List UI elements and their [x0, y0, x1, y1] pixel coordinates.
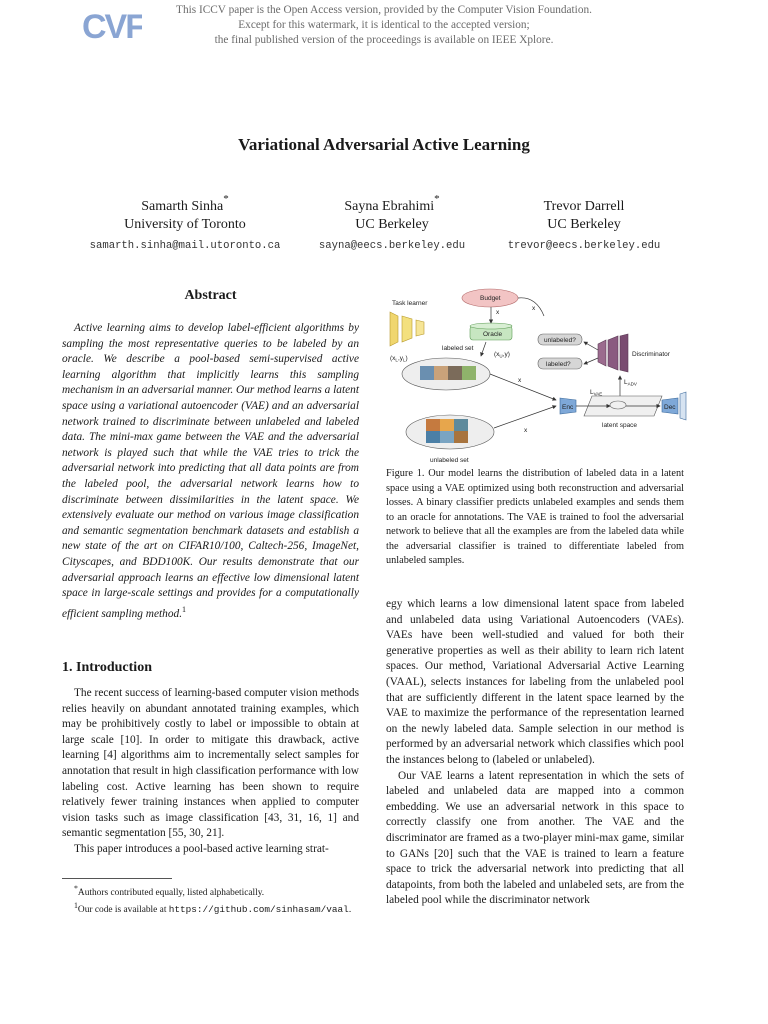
l-adv-label: $L_{ADV}$ [624, 379, 637, 387]
xu-top-label: x [532, 305, 536, 312]
task-learner-label: Task learner [392, 300, 428, 307]
footnote-2-end: . [348, 904, 352, 915]
figure-1 [386, 286, 702, 464]
logo-text: CVF [82, 8, 142, 46]
labeled-set-label: labeled set [442, 345, 474, 352]
cvf-logo [82, 6, 142, 46]
author-email[interactable]: trevor@eecs.berkeley.edu [507, 240, 661, 252]
intro-paragraph-1: The recent success of learning-based computer vision methods relies heavily on abundant annotated training examples, which may be prohibitively costly to label or impossible to obtain at large scale [10]. In order to mitigate this drawback, active learning [4] algorithms aim to incrementally select samples for annotation that result in high classification performance with low labeling cost. Active learning has been shown to require relatively fewer training instances when applied to computer vision tasks such as image classification [43, 31, 16, 1] and semantic segmentation [55, 30, 21]. [62, 687, 359, 840]
unlabeled-image-2 [440, 419, 454, 431]
right-paragraph-1: egy which learns a low dimensional latent space from labeled and unlabeled data using Variational Autoencoders (VAEs). VAEs have been well-studied and valued for both their generative properties as well as their ability to learn rich latent spaces. Our method, Variational Adversarial Active Learning (VAAL), selects instances for labeling from the unlabeled pool that are sufficiently different in the latent space learned by the VAE to maximize the performance of the representation learned on the newly labeled data. Sample selection in our method is performed by an adversarial network which classifies which pool the instances belong to (labeled or unlabeled). [386, 598, 684, 766]
discriminator-block-3 [620, 334, 628, 372]
dec-label: Dec [664, 404, 676, 411]
code-link[interactable]: https://github.com/sinhasam/vaal [168, 903, 349, 915]
figure-1-diagram [386, 286, 702, 464]
author-affiliation: UC Berkeley [355, 217, 429, 232]
task-learner-block-2 [402, 316, 412, 342]
author-email[interactable]: samarth.sinha@mail.utoronto.ca [89, 240, 281, 252]
right-paragraph-2: Our VAE learns a latent representation in which the sets of labeled and unlabeled data are mapped into a common embedding. We use an adversarial network in this space to correctly classify one from another. The VAE and the discriminator are framed as a two-player mini-max game, similar to GANs [20] such that the VAE is trained to learn a feature space to trick the adversarial network into predicting that all datapoints, from both the labeled and unlabeled sets, are from the labeled pool while the discriminator network [386, 769, 684, 907]
watermark-line-3: the final published version of the proceedings is available on IEEE Xplore. [214, 34, 554, 46]
watermark-line-1: This ICCV paper is the Open Access version, provided by the Computer Vision Foundation. [176, 4, 592, 16]
abstract-heading: Abstract [184, 288, 237, 303]
footnote-2: Our code is available at [77, 904, 167, 915]
footnote-2-mark: 1 [74, 900, 78, 910]
oracle-label: Oracle [483, 331, 503, 338]
discriminator-label: Discriminator [632, 351, 670, 358]
author-name: Sayna Ebrahimi [344, 199, 435, 214]
author-affiliation: UC Berkeley [547, 217, 621, 232]
unlabeled-query-label: unlabeled? [544, 337, 576, 344]
unlabeled-set-label: unlabeled set [430, 457, 469, 464]
watermark-line-2: Except for this watermark, it is identical to the accepted version; [238, 19, 530, 31]
author-name: Samarth Sinha [141, 199, 224, 214]
unlabeled-image-5 [440, 431, 454, 443]
intro-paragraph-2: This paper introduces a pool-based active learning strat- [74, 842, 329, 855]
discriminator-block-1 [598, 340, 606, 366]
l-vae-label: $L_{VAE}$ [590, 389, 603, 397]
footnote-rule [62, 878, 172, 879]
footnote-1: Authors contributed equally, listed alphabetically. [77, 888, 265, 899]
figure-1-caption: Figure 1. Our model learns the distribution of labeled data in a latent space using a VAE optimized using both reconstruction and adversarial losses. A binary classifier predicts unlabeled examples and sends them to an oracle for annotations. The VAE is trained to fool the adversarial network to believe that all the examples are from the labeled data while the adversarial classifier is trained to differentiate labeled from unlabeled samples. [386, 468, 684, 566]
paper-title: Variational Adversarial Active Learning [238, 135, 530, 154]
unlabeled-image-1 [426, 419, 440, 431]
author-email[interactable]: sayna@eecs.berkeley.edu [318, 240, 466, 252]
right-column-body [386, 597, 684, 909]
unlabeled-image-3 [454, 419, 468, 431]
abstract-text: Active learning aims to develop label-efficient algorithms by sampling the most representative queries to be labeled by an oracle. We describe a pool-based semi-supervised active learning algorithm that implicitly learns this sampling mechanism in an adversarial manner. Our method learns a latent space using a variational autoencoder (VAE) and an adversarial network trained to discriminate between unlabeled and labeled data. The mini-max game between the VAE and the adversarial network is played such that while the VAE tries to trick the adversarial network into predicting that all data points are from the labeled pool, the adversarial network learns how to discriminate between dissimilarities in the latent space. We extensively evaluate our method on various image classification and semantic segmentation benchmark datasets and establish a new state of the art on CIFAR10/100, Caltech-256, ImageNet, Cityscapes, and BDD100K. Our results demonstrate that our adversarial approach learns an effective low dimensional latent space in large-scale settings and provides for a computationally efficient sampling method. [62, 322, 359, 620]
discriminator-block-2 [608, 336, 618, 370]
budget-label: Budget [480, 295, 501, 302]
footnotes [62, 883, 359, 916]
unlabeled-image-6 [454, 431, 468, 443]
task-learner-block-1 [390, 312, 398, 346]
author-mark: * [434, 193, 440, 205]
labeled-query-label: labeled? [546, 361, 571, 368]
enc-label: Enc [562, 404, 574, 411]
author-2 [282, 193, 502, 252]
author-1 [75, 193, 295, 252]
author-3 [474, 198, 694, 252]
labeled-image-3 [448, 366, 462, 380]
footnote-ref: 1 [182, 604, 187, 614]
author-name: Trevor Darrell [543, 199, 625, 214]
labeled-image-1 [420, 366, 434, 380]
author-affiliation: University of Toronto [124, 217, 246, 232]
svg-text:x: x [496, 309, 500, 316]
latent-space-label: latent space [602, 422, 638, 429]
introduction-body [62, 686, 359, 858]
xu-y-label: $(x_U,y)$ [494, 351, 510, 359]
xl-yl-label: $(x_L,y_L)$ [390, 355, 408, 363]
introduction-heading: 1. Introduction [62, 660, 152, 675]
xu-label: x [524, 427, 528, 434]
task-learner-block-3 [416, 320, 424, 336]
xl-label: x [518, 377, 522, 384]
labeled-image-2 [434, 366, 448, 380]
decoder-output [680, 392, 686, 420]
labeled-image-4 [462, 366, 476, 380]
unlabeled-image-4 [426, 431, 440, 443]
footnote-1-mark: * [74, 884, 78, 893]
author-mark: * [223, 193, 229, 205]
abstract-body [62, 321, 359, 622]
